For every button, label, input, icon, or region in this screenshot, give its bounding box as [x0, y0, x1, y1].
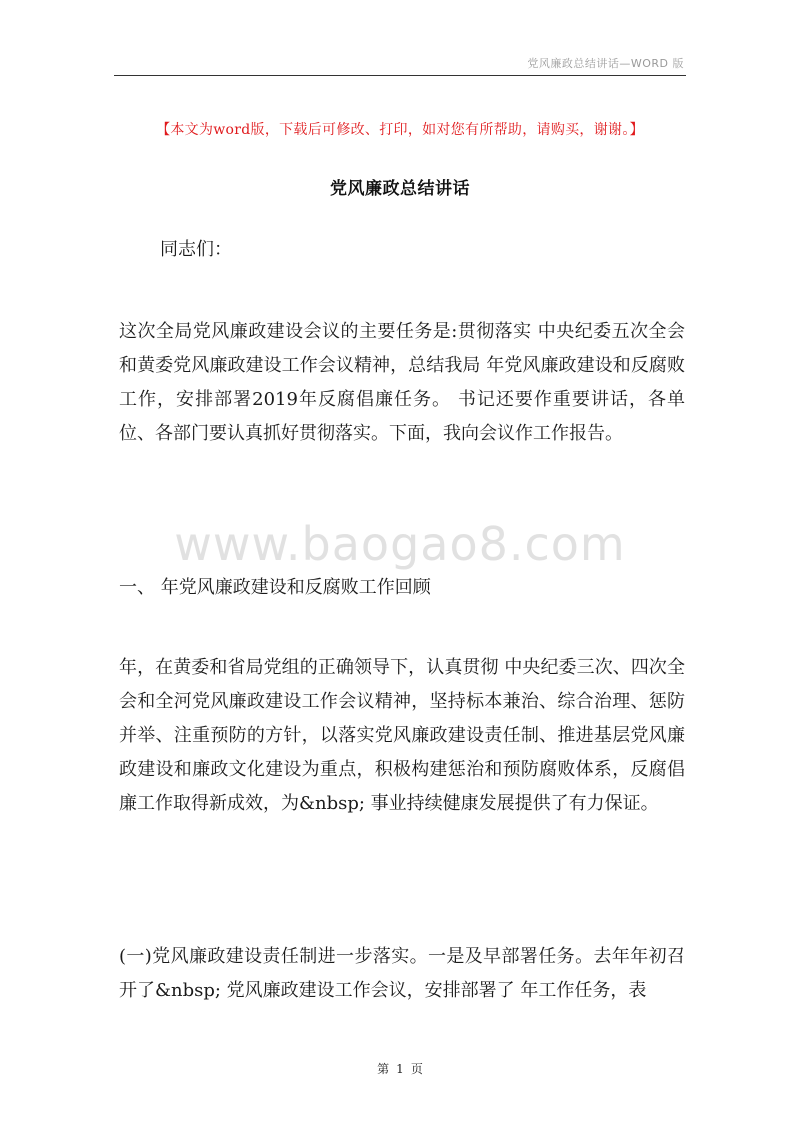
paragraph-intro: 这次全局党风廉政建设会议的主要任务是:贯彻落实 中央纪委五次全会和黄委党风廉政建设工作会议精神，总结我局 年党风廉政建设和反腐败工作，安排部署2019年反腐倡廉任务。 书记还要作重要讲话，各单位、各部门要认真抓好贯彻落实。下面，我向会议作工作报告。 [119, 321, 685, 444]
running-header: 党风廉政总结讲话—WORD 版 [527, 57, 684, 70]
page-footer [0, 1060, 800, 1077]
paragraph-responsibility: (一)党风廉政建设责任制进一步落实。一是及早部署任务。去年年初召开了&nbsp; 党风廉政建设工作会议，安排部署了 年工作任务，表 [119, 946, 685, 1001]
header-divider [114, 75, 686, 76]
page-number: 1 [396, 1062, 404, 1076]
purchase-notice: 【本文为word版，下载后可修改、打印，如对您有所帮助，请购买，谢谢。】 [156, 122, 644, 138]
page-suffix: 页 [410, 1062, 423, 1076]
watermark: www.baogao8.com [174, 517, 626, 571]
section-heading-one: 一、 年党风廉政建设和反腐败工作回顾 [119, 577, 431, 598]
page-prefix: 第 [377, 1062, 390, 1076]
greeting: 同志们： [160, 239, 232, 260]
document-title: 党风廉政总结讲话 [330, 179, 470, 199]
paragraph-review: 年，在黄委和省局党组的正确领导下，认真贯彻 中央纪委三次、四次全会和全河党风廉政建设工作会议精神，坚持标本兼治、综合治理、惩防并举、注重预防的方针，以落实党风廉政建设责任制、推进基层党风廉政建设和廉政文化建设为重点，积极构建惩治和预防腐败体系，反腐倡廉工作取得新成效，为&nbsp; 事业持续健康发展提供了有力保证。 [119, 657, 685, 814]
